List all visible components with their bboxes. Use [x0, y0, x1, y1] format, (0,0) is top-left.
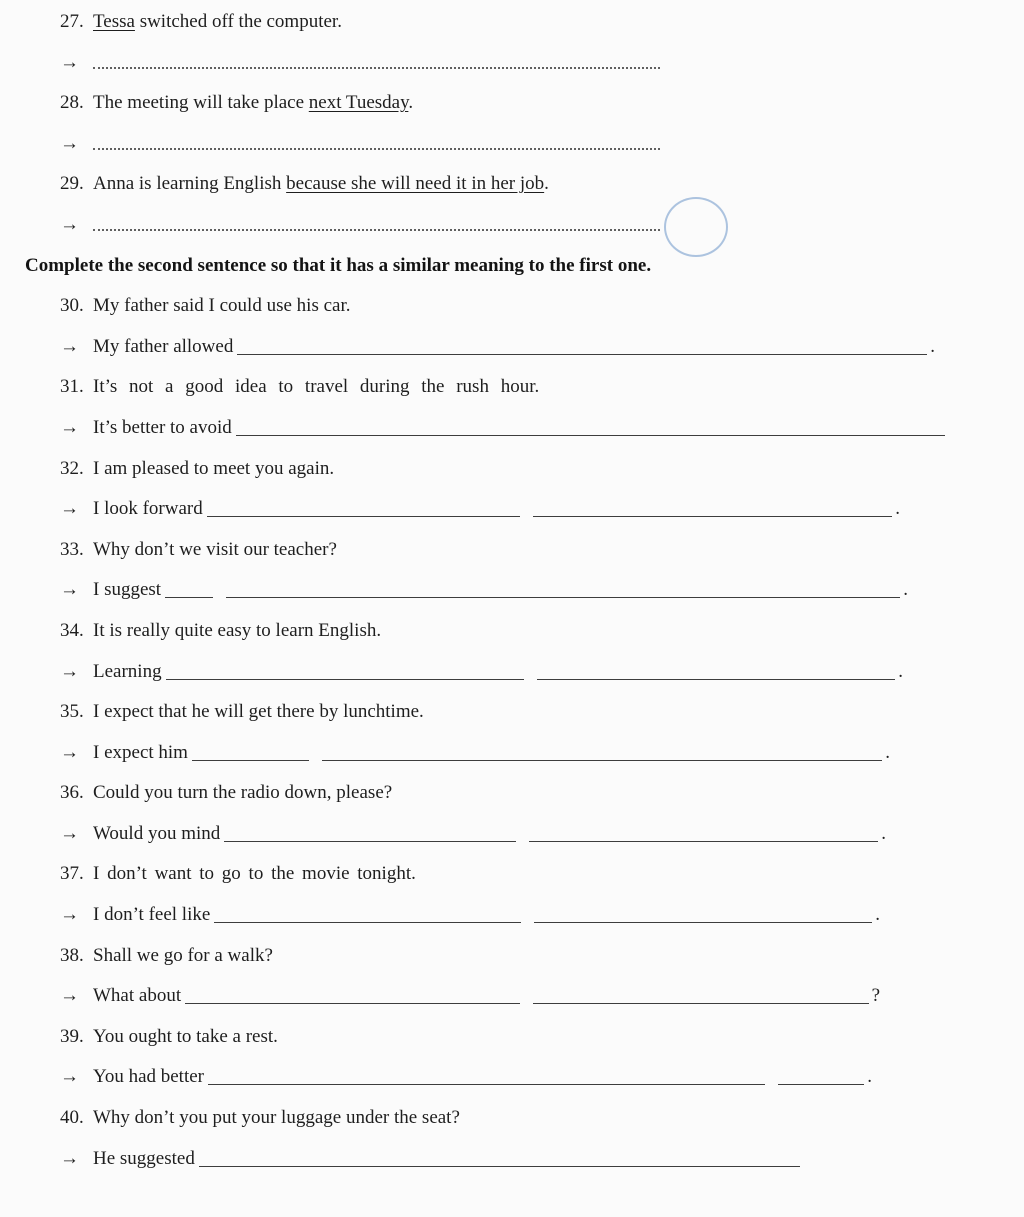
- sentence-fragment: Anna is learning English: [93, 173, 287, 195]
- answer-line: [60, 408, 945, 449]
- answer-line: [60, 976, 880, 1017]
- end-punctuation: .: [903, 579, 908, 601]
- sentence-line: [60, 1098, 1004, 1139]
- item-number: 27.: [60, 11, 84, 32]
- sentence-text: [93, 83, 413, 124]
- answer-prefix: Learning: [93, 660, 162, 682]
- sentence-line: [60, 773, 1004, 814]
- sentence-text: [93, 367, 539, 408]
- arrow-icon: →: [60, 985, 79, 1007]
- end-punctuation: .: [930, 335, 935, 357]
- answer-blank: [214, 922, 521, 923]
- sentence-fragment: I don’t want to go to the movie tonight.: [93, 863, 416, 885]
- sentence-fragment: Could you turn the radio down, please?: [93, 782, 393, 804]
- exercise-list-transform: [25, 2, 1004, 246]
- answer-blank: [226, 597, 900, 598]
- answer-blank: [533, 1003, 868, 1004]
- answer-line: [60, 43, 660, 84]
- item-number: 37.: [60, 863, 84, 885]
- circle-annotation: [664, 197, 728, 257]
- sentence-line: [60, 1017, 1004, 1058]
- sentence-text: [93, 449, 334, 490]
- answer-blank: [236, 435, 945, 436]
- sentence-fragment: It’s not a good idea to travel during the rush hour.: [93, 376, 540, 398]
- answer-blank: [93, 229, 660, 231]
- underlined-phrase: Tessa: [93, 11, 135, 32]
- arrow-icon: →: [60, 904, 79, 926]
- sentence-fragment: I am pleased to meet you again.: [93, 457, 335, 479]
- sentence-text: [93, 2, 342, 43]
- sentence-fragment: It is really quite easy to learn English.: [93, 619, 382, 641]
- sentence-text: [93, 936, 273, 977]
- answer-blank: [207, 516, 520, 517]
- exercise-item: [60, 854, 1004, 935]
- sentence-line: [60, 286, 1004, 327]
- answer-prefix: What about: [93, 985, 182, 1007]
- answer-blank: [192, 760, 309, 761]
- answer-blank: [208, 1084, 765, 1085]
- end-punctuation: ?: [871, 985, 881, 1007]
- arrow-icon: →: [60, 822, 79, 844]
- end-punctuation: .: [885, 741, 890, 763]
- underlined-phrase: next Tuesday: [308, 92, 409, 114]
- sentence-line: [60, 367, 1004, 408]
- end-punctuation: .: [867, 1066, 872, 1088]
- answer-prefix: Would you mind: [93, 822, 221, 844]
- exercise-item: [60, 692, 1004, 773]
- sentence-text: [93, 286, 350, 327]
- sentence-text: [93, 773, 392, 814]
- sentence-text: [93, 1017, 278, 1058]
- item-number: 35.: [60, 701, 84, 723]
- sentence-line: [60, 83, 1004, 124]
- answer-prefix: You had better: [93, 1066, 205, 1088]
- answer-blank: [165, 597, 213, 598]
- answer-line: [60, 1057, 872, 1098]
- answer-line: [60, 570, 908, 611]
- sentence-line: [60, 854, 1004, 895]
- exercise-item: [60, 936, 1004, 1017]
- answer-prefix: I don’t feel like: [93, 904, 211, 926]
- answer-line: [60, 814, 886, 855]
- end-punctuation: .: [875, 904, 880, 926]
- answer-blank: [537, 679, 895, 680]
- answer-line: [60, 205, 660, 246]
- answer-line: [60, 733, 890, 774]
- sentence-text: [93, 692, 424, 733]
- item-number: 31.: [60, 376, 84, 398]
- sentence-fragment: The meeting will take place: [93, 92, 309, 114]
- item-number: 39.: [60, 1025, 84, 1047]
- sentence-fragment: switched off the computer.: [134, 11, 342, 32]
- sentence-text: [93, 611, 381, 652]
- exercise-item: [60, 367, 1004, 448]
- arrow-icon: →: [60, 1147, 79, 1169]
- exercise-item: [60, 773, 1004, 854]
- item-number: 28.: [60, 92, 84, 114]
- sentence-text: [93, 164, 549, 205]
- answer-prefix: I suggest: [93, 579, 162, 601]
- answer-prefix: He suggested: [93, 1147, 195, 1169]
- underlined-phrase: because she will need it in her job: [286, 173, 545, 195]
- answer-blank: [529, 841, 879, 842]
- sentence-fragment: .: [408, 92, 414, 114]
- sentence-fragment: Why don’t you put your luggage under the seat?: [93, 1107, 460, 1129]
- sentence-fragment: Shall we go for a walk?: [93, 944, 273, 966]
- answer-prefix: I expect him: [93, 741, 188, 763]
- answer-blank: [237, 354, 927, 355]
- item-number: 40.: [60, 1107, 84, 1129]
- sentence-fragment: My father said I could use his car.: [93, 295, 351, 317]
- end-punctuation: .: [898, 660, 904, 682]
- answer-blank: [534, 922, 872, 923]
- exercise-item: [60, 83, 1004, 164]
- arrow-icon: →: [60, 660, 79, 682]
- arrow-icon: →: [60, 51, 79, 73]
- arrow-icon: →: [60, 335, 79, 357]
- sentence-text: [93, 854, 416, 895]
- item-number: 38.: [60, 944, 84, 966]
- sentence-text: [93, 1098, 460, 1139]
- sentence-fragment: .: [544, 173, 549, 195]
- sentence-text: [93, 530, 337, 571]
- answer-line: [60, 895, 880, 936]
- item-number: 29.: [60, 173, 84, 195]
- arrow-icon: →: [60, 213, 79, 235]
- answer-blank: [322, 760, 883, 761]
- sentence-line: [60, 2, 1004, 43]
- sentence-line: [60, 164, 1004, 205]
- answer-blank: [778, 1084, 864, 1085]
- arrow-icon: →: [60, 579, 79, 601]
- answer-line: [60, 489, 900, 530]
- answer-line: [60, 124, 660, 165]
- exercise-item: [60, 449, 1004, 530]
- exercise-item: [60, 286, 1004, 367]
- sentence-line: [60, 936, 1004, 977]
- answer-blank: [185, 1003, 520, 1004]
- answer-blank: [93, 67, 660, 69]
- exercise-list-rewrite: [25, 286, 1004, 1179]
- arrow-icon: →: [60, 132, 79, 154]
- arrow-icon: →: [60, 498, 79, 520]
- exercise-item: [60, 1017, 1004, 1098]
- answer-blank: [199, 1166, 800, 1167]
- end-punctuation: .: [895, 498, 900, 520]
- exercise-item: [60, 611, 1004, 692]
- item-number: 33.: [60, 538, 84, 560]
- answer-blank: [166, 679, 524, 680]
- sentence-line: [60, 692, 1004, 733]
- arrow-icon: →: [60, 416, 79, 438]
- answer-line: [60, 327, 935, 368]
- arrow-icon: →: [60, 741, 79, 763]
- sentence-line: [60, 530, 1004, 571]
- arrow-icon: →: [60, 1066, 79, 1088]
- sentence-fragment: You ought to take a rest.: [93, 1025, 278, 1047]
- exercise-item: [60, 2, 1004, 83]
- answer-blank: [93, 148, 660, 150]
- answer-prefix: I look forward: [93, 498, 203, 520]
- sentence-fragment: Why don’t we visit our teacher?: [93, 538, 337, 560]
- sentence-line: [60, 449, 1004, 490]
- item-number: 34.: [60, 619, 84, 641]
- item-number: 30.: [60, 295, 84, 317]
- section-heading: Complete the second sentence so that it has a similar meaning to the first one.: [25, 254, 652, 276]
- item-number: 32.: [60, 457, 84, 479]
- item-number: 36.: [60, 782, 84, 804]
- exercise-item: [60, 1098, 1004, 1179]
- sentence-line: [60, 611, 1004, 652]
- exercise-item: [60, 530, 1004, 611]
- end-punctuation: .: [881, 822, 886, 844]
- answer-prefix: It’s better to avoid: [93, 416, 232, 438]
- sentence-fragment: I expect that he will get there by lunchtime.: [93, 701, 424, 723]
- answer-prefix: My father allowed: [93, 335, 234, 357]
- answer-line: [60, 1139, 800, 1180]
- answer-blank: [224, 841, 515, 842]
- answer-line: [60, 652, 903, 693]
- answer-blank: [533, 516, 893, 517]
- exercise-item: [60, 164, 1004, 245]
